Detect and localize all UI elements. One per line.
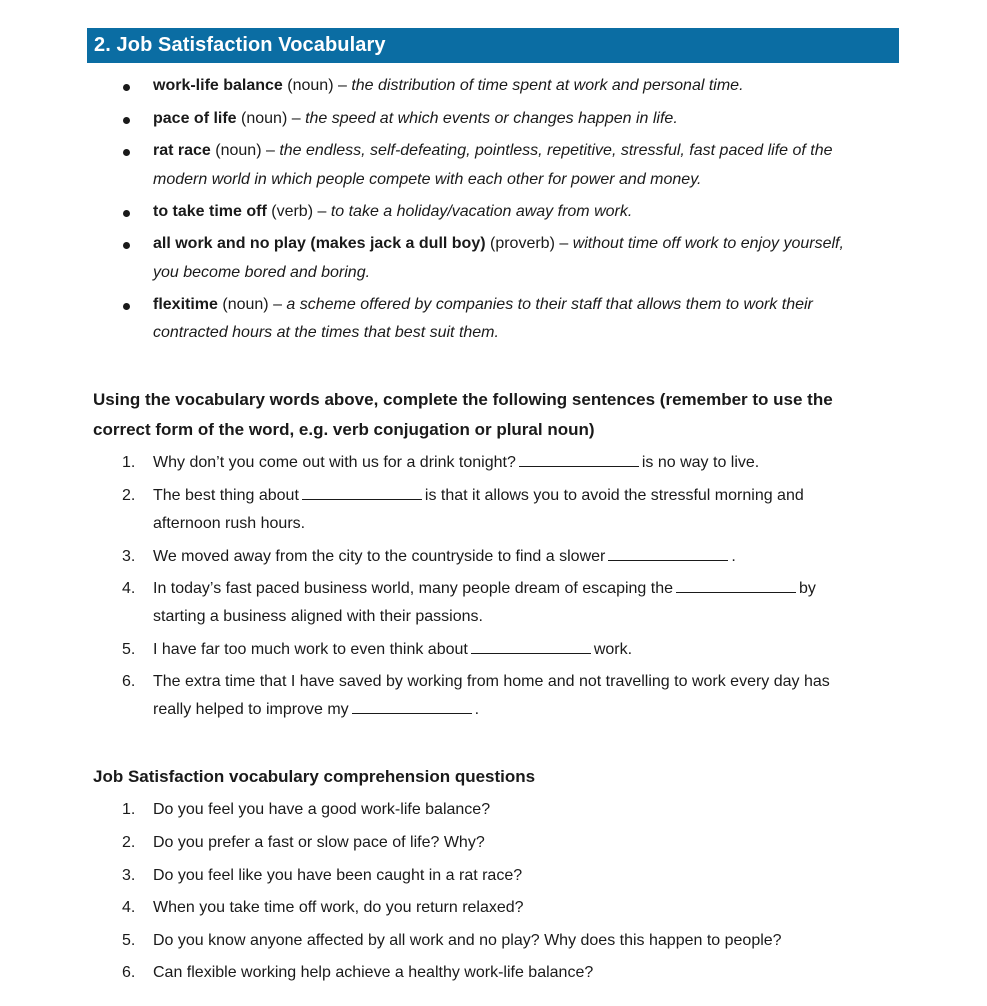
vocab-definition: the speed at which events or changes happen in life. (305, 110, 678, 127)
sentence-item (153, 639, 632, 661)
sentence-text: I have far too much work to even think about (153, 641, 468, 658)
bullet-icon (123, 84, 130, 91)
question-number: 3. (122, 867, 136, 884)
sentence-text: by (799, 580, 816, 597)
exercise-instructions-continued: correct form of the word, e.g. verb conjugation or plural noun) (93, 420, 595, 439)
sentence-text: really helped to improve my (153, 701, 349, 718)
vocab-item (153, 294, 813, 316)
vocab-pos: (noun) – (282, 77, 352, 94)
sentence-text: We moved away from the city to the countryside to find a slower (153, 548, 606, 565)
sentence-continued (153, 699, 479, 721)
sentence-text: . (731, 548, 736, 565)
answer-blank[interactable] (676, 578, 796, 593)
sentence-text: work. (593, 641, 633, 658)
question-item: Do you feel you have a good work-life balance? (153, 801, 491, 818)
section-title: 2. Job Satisfaction Vocabulary (87, 28, 899, 63)
vocab-item (153, 75, 744, 97)
sentence-item (153, 546, 736, 568)
question-item: Can flexible working help achieve a healthy work-life balance? (153, 964, 594, 981)
vocab-term: pace of life (153, 110, 237, 127)
sentence-text: is that it allows you to avoid the stressful morning and (424, 487, 804, 504)
sentence-continued: afternoon rush hours. (153, 515, 306, 532)
question-number: 5. (122, 932, 136, 949)
bullet-icon (123, 149, 130, 156)
question-number: 4. (122, 899, 136, 916)
bullet-icon (123, 117, 130, 124)
vocab-item (153, 140, 833, 162)
vocab-item (153, 108, 678, 130)
answer-blank[interactable] (519, 452, 639, 467)
sentence-item (153, 578, 816, 600)
answer-blank[interactable] (471, 639, 591, 654)
exercise-instructions: Using the vocabulary words above, complete the following sentences (remember to use the (93, 390, 833, 409)
sentence-number: 2. (122, 487, 136, 504)
sentence-text: The best thing about (153, 487, 299, 504)
vocab-definition-continued: contracted hours at the times that best suit them. (153, 324, 499, 341)
sentence-item (153, 671, 830, 693)
question-number: 1. (122, 801, 136, 818)
vocab-definition: the endless, self-defeating, pointless, repetitive, stressful, fast paced life of the (279, 142, 833, 159)
sentence-number: 4. (122, 580, 136, 597)
vocab-definition-continued: modern world in which people compete with each other for power and money. (153, 171, 702, 188)
sentence-text: Why don’t you come out with us for a drink tonight? (153, 454, 516, 471)
vocab-term: work-life balance (153, 77, 283, 94)
answer-blank[interactable] (352, 699, 472, 714)
sentence-text: is no way to live. (641, 454, 760, 471)
question-number: 2. (122, 834, 136, 851)
sentence-number: 3. (122, 548, 136, 565)
sentence-number: 6. (122, 673, 136, 690)
vocab-item (153, 201, 632, 223)
sentence-item (153, 452, 759, 474)
vocab-definition-continued: you become bored and boring. (153, 264, 371, 281)
question-item: Do you prefer a fast or slow pace of life? Why? (153, 834, 485, 851)
vocab-pos: (proverb) – (485, 235, 573, 252)
vocab-term: to take time off (153, 203, 267, 220)
vocab-term: all work and no play (makes jack a dull boy) (153, 235, 486, 252)
vocab-pos: (verb) – (266, 203, 331, 220)
sentence-text: The extra time that I have saved by working from home and not travelling to work every day has (153, 673, 830, 690)
sentence-number: 5. (122, 641, 136, 658)
sentence-text: . (474, 701, 480, 718)
vocab-pos: (noun) – (210, 142, 280, 159)
answer-blank[interactable] (302, 485, 422, 500)
bullet-icon (123, 303, 130, 310)
question-item: When you take time off work, do you return relaxed? (153, 899, 524, 916)
vocab-definition: without time off work to enjoy yourself, (572, 235, 844, 252)
vocab-pos: (noun) – (236, 110, 306, 127)
vocab-term: rat race (153, 142, 211, 159)
sentence-text: In today’s fast paced business world, many people dream of escaping the (153, 580, 674, 597)
vocab-term: flexitime (153, 296, 218, 313)
vocab-item (153, 233, 844, 255)
question-item: Do you feel like you have been caught in a rat race? (153, 867, 523, 884)
vocab-definition: to take a holiday/vacation away from work. (330, 203, 633, 220)
sentence-item (153, 485, 804, 507)
comprehension-title: Job Satisfaction vocabulary comprehension questions (93, 767, 536, 786)
vocab-definition: a scheme offered by companies to their staff that allows them to work their (286, 296, 813, 313)
bullet-icon (123, 242, 130, 249)
vocab-definition: the distribution of time spent at work and personal time. (351, 77, 744, 94)
bullet-icon (123, 210, 130, 217)
question-number: 6. (122, 964, 136, 981)
sentence-continued: starting a business aligned with their passions. (153, 608, 483, 625)
sentence-number: 1. (122, 454, 136, 471)
answer-blank[interactable] (608, 546, 728, 561)
vocab-pos: (noun) – (217, 296, 287, 313)
question-item: Do you know anyone affected by all work and no play? Why does this happen to people? (153, 932, 782, 949)
